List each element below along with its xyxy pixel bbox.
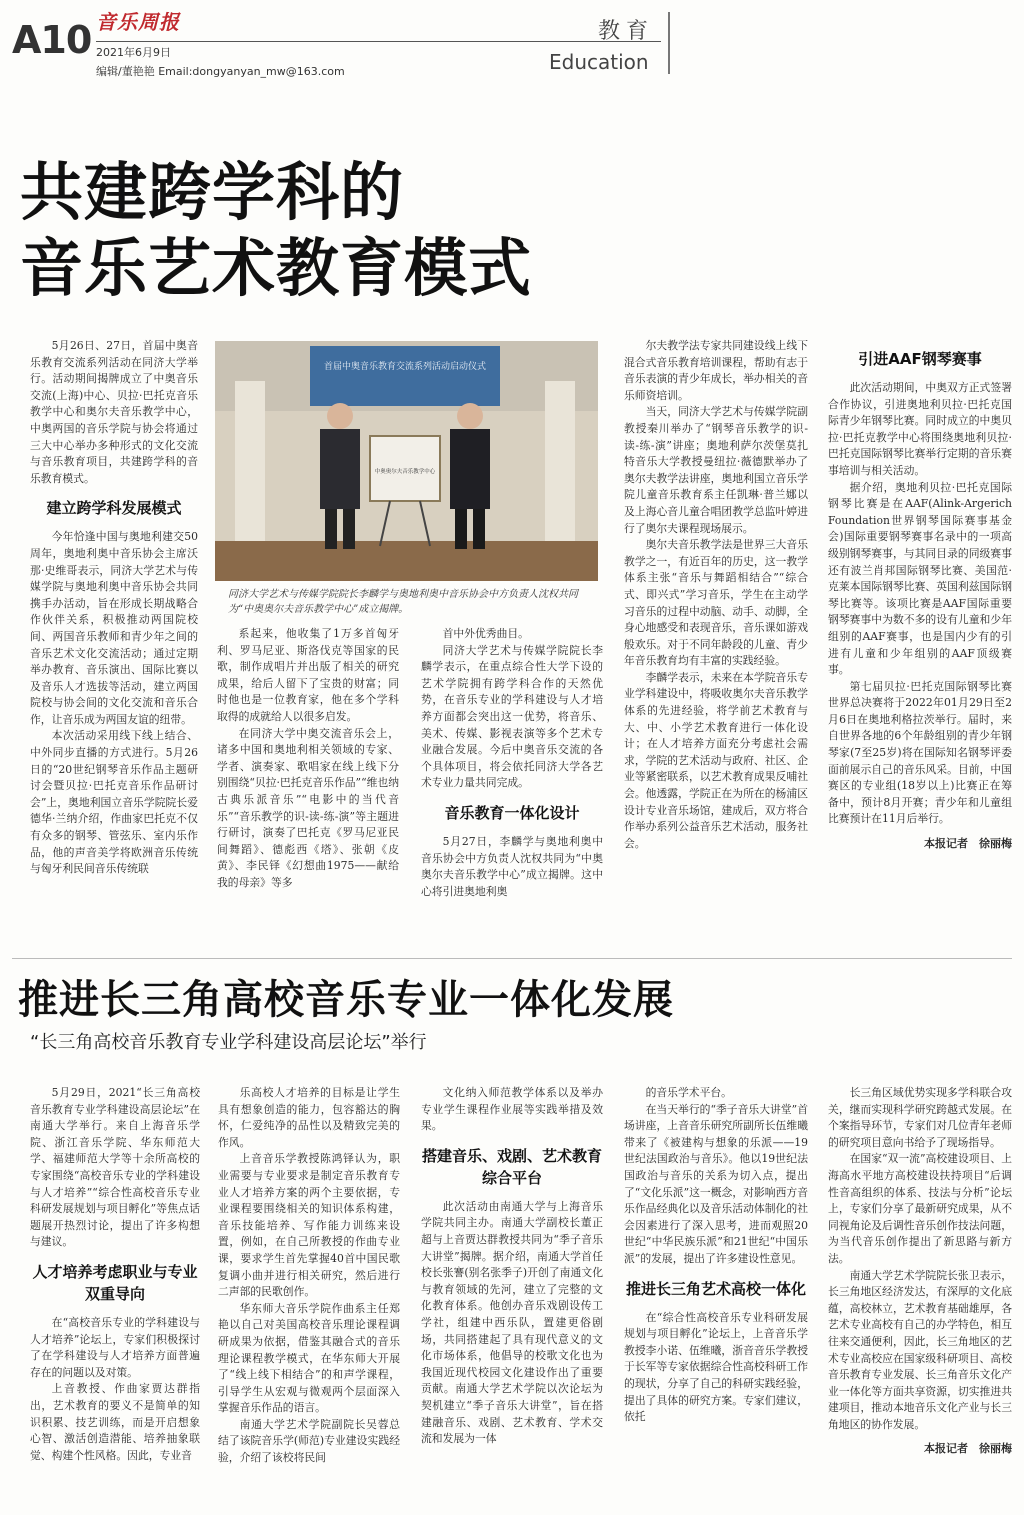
page-number: A10 xyxy=(12,18,92,62)
article1-column-3 xyxy=(421,626,603,950)
header-rule xyxy=(96,41,661,42)
section-title-zh: 教育 xyxy=(598,19,655,44)
subheading: 推进长三角艺术高校一体化 xyxy=(625,1279,806,1298)
masthead-logo: 音乐周报 xyxy=(96,10,180,34)
paragraph: 在国家“双一流”高校建设项目、上海高水平地方高校建设扶持项目“后调性音高组织的体系、技法与分析”论坛上，专家们分享了最新研究成果，从不同视角论及后调性音乐创作技法问题，为当代音乐创作提出了新思路与新方法。 xyxy=(828,1152,1012,1265)
subheading: 音乐教育一体化设计 xyxy=(444,803,580,822)
paragraph: 南通大学艺术学院院长张卫表示，长三角地区经济发达，有深厚的文化底蕴，高校林立，艺术教育基础雄厚，各艺术专业高校有自己的办学特色，相互往来交通便利，因此，长三角地区的艺术专业高校应在国家级科研项目、高校音乐教育专业发展、长三角音乐文化产业一体化等方面共享资源，切实推进共建项目，推动本地音乐文化产业与长三角地区的协作发展。 xyxy=(828,1268,1012,1431)
article2-subheadline: “长三角高校音乐教育专业学科建设高层论坛”举行 xyxy=(30,1032,427,1053)
banner-text: 首届中奥音乐教育交流系列活动启动仪式 xyxy=(323,362,487,372)
paragraph: 上音教授、作曲家贾达群指出，艺术教育的要义不是简单的知识积累、技艺训练，而是开启想象心智、激活创造潜能、培养抽象联觉、构建个性风格。因此，专业音 xyxy=(30,1382,200,1462)
paragraph: 乐高校人才培养的目标是让学生具有想象创造的能力，包容豁达的胸怀，仁爱纯净的品性以及精致完美的作风。 xyxy=(218,1086,400,1149)
paragraph: 5月29日，2021“长三角高校音乐教育专业学科建设高层论坛”在南通大学举行。来自上海音乐学院、浙江音乐学院、华东师范大学、福建师范大学等十余所高校的专家围绕“高校音乐专业的学科建设与人才培养”“综合性高校音乐专业科研发展规划与项目孵化”等焦点话题展开热烈讨论，提出了许多构想与建议。 xyxy=(30,1086,200,1249)
article1-headline-line2: 音乐艺术教育模式 xyxy=(20,232,532,305)
paragraph: 今年恰逢中国与奥地利建交50周年，奥地利奥中音乐协会主席沃那·史维哥表示，同济大学艺术与传媒学院与奥地利奥中音乐协会共同携手办活动，旨在形成长期战略合作伙伴关系，积极推动两国院校间、两国音乐教师和青少年之间的音乐艺术文化交流活动；通过定期举办教育、音乐演出、国际比赛以及音乐人才选拔等活动，建立两国院校与协会间的文化交流和音乐合作，让音乐成为两国友谊的纽带。 xyxy=(30,530,198,726)
paragraph: 华东师大音乐学院作曲系主任郑艳以自己对美国高校音乐理论课程调研成果为依据，借鉴其融合式的音乐理论课程教学模式，在华东师大开展了“线上线下相结合”的和声学课程，引导学生从宏观与微观两个层面深入掌握音乐作品的语言。 xyxy=(218,1301,400,1415)
article2-column-5 xyxy=(828,1085,1012,1510)
editor-line: 编辑/董艳艳 Email:dongyanyan_mw@163.com xyxy=(96,65,345,78)
article1-column-4 xyxy=(624,338,808,950)
article2-column-1 xyxy=(30,1085,200,1510)
paragraph: 在同济大学中奥交流音乐会上，诸多中国和奥地利相关领域的专家、学者、演奏家、歌唱家在线上线下分别围绕“贝拉·巴托克音乐作品”“维也纳古典乐派音乐”“电影中的当代音乐”“音乐教学的识-读-练-演”等主题进行研讨，演奏了巴托克《罗马尼亚民间舞蹈》、德彪西《塔》、张朝《皮黄》、李民铎《幻想曲1975——献给我的母亲》等多 xyxy=(217,726,399,889)
paragraph: 此次活动由南通大学与上海音乐学院共同主办。南通大学副校长董正超与上音贾达群教授共同为“季子音乐大讲堂”揭牌。据介绍，南通大学首任校长张謇(别名张季子)开创了南通文化与教育领域的先河，建立了完整的文化教育体系。他创办音乐戏剧设传工学社，组建中西乐队，置建更俗剧场，共同搭建起了具有现代意义的文化市场体系，他倡导的校歌文化也为我国近现代校园文化建设作出了重要贡献。南通大学艺术学院以次论坛为契机建立“季子音乐大讲堂”，旨在搭建融音乐、戏剧、艺术教育、学术交流和发展为一体 xyxy=(421,1199,603,1446)
paragraph: 当天，同济大学艺术与传媒学院副教授秦川举办了“钢琴音乐教学的识-读-练-演”讲座；奥地利萨尔茨堡莫扎特音乐大学教授曼纽拉·薇德默举办了奥尔夫教学法讲座，奥地利国立音乐学院儿童音乐教育系主任凯琳·普兰娜以及上海心音儿童合唱团教学总监叶婷进行了奥尔夫课程现场展示。 xyxy=(624,405,808,535)
paragraph: 在“综合性高校音乐专业科研发展规划与项目孵化”论坛上，上音音乐学教授李小诺、伍维曦，浙音音乐学教授于长军等专家依据综合性高校科研工作的现状，分享了自己的科研实践经验，提出了具体的研究方案。专家们建议，依托 xyxy=(624,1310,808,1424)
issue-date: 2021年6月9日 xyxy=(96,46,171,59)
paragraph: 本次活动采用线下线上结合、中外同步直播的方式进行。5月26日的“20世纪钢琴音乐作品主题研讨会暨贝拉·巴托克音乐作品研讨会”上，奥地利国立音乐学院院长爱德华·兰纳介绍，作曲家巴托克不仅有众多的钢琴、管弦乐、室内乐作品，他的声音美学将欧洲音乐传统与匈牙利民间音乐传统联 xyxy=(30,729,198,876)
article2-column-2 xyxy=(218,1085,400,1510)
plaque-text: 中奥奥尔夫音乐教学中心 xyxy=(374,469,436,475)
section-title-en: Education xyxy=(549,50,649,74)
paragraph: 此次活动期间，中奥双方正式签署合作协议，引进奥地利贝拉·巴托克国际青少年钢琴比赛。同时成立的中奥贝拉·巴托克教学中心将围绕奥地利贝拉·巴托克国际钢琴比赛举行定期的音乐赛事培训与相关活动。 xyxy=(828,381,1012,477)
paragraph: 首中外优秀曲目。 xyxy=(442,627,529,640)
paragraph: 奥尔夫音乐教学法是世界三大音乐教学之一，有近百年的历史，这一教学体系主张“音乐与舞蹈相结合”“综合式、即兴式”学习音乐，学生在主动学习音乐的过程中动脑、动手、动脚，全身心地感受和表现音乐，音乐课如游戏般欢乐。对于不同年龄段的儿童、青少年音乐教育均有丰富的实践经验。 xyxy=(624,538,808,668)
article1-column-5 xyxy=(828,338,1012,950)
paragraph: 的音乐学术平台。 xyxy=(645,1086,732,1099)
paragraph: 5月26日、27日，首届中奥音乐教育交流系列活动在同济大学举行。活动期间揭牌成立了中奥音乐交流(上海)中心、贝拉·巴托克音乐教学中心和奥尔夫音乐教学中心，中奥两国的音乐学院与协会将通过三大中心举办多种形式的文化交流与音乐教育项目，共建跨学科的音乐教育模式。 xyxy=(30,339,198,485)
paragraph: 5月27日，李麟学与奥地利奥中音乐协会中方负责人沈权共同为“中奥奥尔夫音乐教学中心”成立揭牌。这中心将引进奥地利奥 xyxy=(421,834,603,898)
subheading: 人才培养考虑职业与专业双重导向 xyxy=(32,1262,198,1303)
paragraph: 系起来，他收集了1万多首匈牙利、罗马尼亚、斯洛伐克等国家的民歌，制作成唱片并出版了相关的研究成果，给后人留下了宝贵的财富；同时他也是一位教育家，他在多个学科取得的成就给人以很多启发。 xyxy=(217,627,399,723)
paragraph: 文化纳入师范教学体系以及举办专业学生课程作业展等实践举措及效果。 xyxy=(421,1086,603,1133)
article2-column-3 xyxy=(421,1085,603,1510)
subheading: 引进AAF钢琴赛事 xyxy=(858,350,982,368)
article1-headline-line1: 共建跨学科的 xyxy=(20,156,404,229)
header-divider xyxy=(668,12,670,74)
byline: 本报记者 徐丽梅 xyxy=(924,837,1012,851)
subheading: 搭建音乐、戏剧、艺术教育综合平台 xyxy=(421,1146,602,1187)
paragraph: 南通大学艺术学院副院长吴蓉总结了该院音乐学(师范)专业建设实践经验，介绍了该校将民间 xyxy=(218,1417,400,1465)
subheading: 建立跨学科发展模式 xyxy=(46,499,182,518)
article2-headline: 推进长三角高校音乐专业一体化发展 xyxy=(18,977,674,1023)
article2-column-4 xyxy=(624,1085,808,1510)
paragraph: 同济大学艺术与传媒学院院长李麟学表示，在重点综合性大学下设的艺术学院拥有跨学科合作的天然优势，在音乐专业的学科建设与人才培养方面都会突出这一优势，将音乐、美术、传媒、影视表演等多个艺术专业融合发展。今后中奥音乐交流的各个具体项目，将会依托同济大学各艺术专业力量共同完成。 xyxy=(421,643,603,790)
paragraph: 在当天举行的“季子音乐大讲堂”首场讲座，上音音乐研究所副所长伍维曦带来了《被建构与想象的乐派——19世纪法国政治与音乐》。他以19世纪法国政治与音乐的关系为切入点，提出了“文化乐派”这一概念，对影响西方音乐作品经典化以及音乐活动体制化的社会因素进行了深入思考，进而观照20世纪“中华民族乐派”和21世纪“中国乐派”的发展，提出了许多建设性意见。 xyxy=(624,1102,808,1265)
paragraph: 长三角区域优势实现多学科联合攻关，继而实现科学研究跨越式发展。在个案指导环节，专家们对几位青年老师的研究项目意向书给予了现场指导。 xyxy=(828,1086,1012,1149)
photo-caption: 同济大学艺术与传媒学院院长李麟学与奥地利奥中音乐协会中方负责人沈权共同为“中奥奥尔夫音乐教学中心”成立揭牌。 xyxy=(228,589,578,615)
event-photo xyxy=(215,341,598,581)
byline: 本报记者 徐丽梅 xyxy=(924,1442,1012,1456)
paragraph: 据介绍，奥地利贝拉·巴托克国际钢琴比赛是在AAF(Alink-Argerich Foundation世界钢琴国际赛事基金会)国际重要钢琴赛事名录中的一项高级别钢琴赛事，与其同目录的同级赛事还有波兰肖邦国际钢琴比赛、美国范·克莱本国际钢琴比赛、英国利兹国际钢琴比赛等。该项比赛是AAF国际重要钢琴赛事中为数不多的设有儿童和少年组别的AAF赛事，也是国内少有的引进有儿童和少年组别的AAF顶级赛事。 xyxy=(828,480,1012,677)
paragraph: 第七届贝拉·巴托克国际钢琴比赛世界总决赛将于2022年01月29日至2月6日在奥地利格拉茨举行。届时，来自世界各地的6个年龄组别的青少年钢琴家(7至25岁)将在国际知名钢琴评委面前展示自己的音乐风采。目前，中国赛区的专业组(18岁以上)比赛正在筹备中，预计8月开赛；青少年和儿童组比赛预计在11月后举行。 xyxy=(828,679,1012,826)
paragraph: 尔夫教学法专家共同建设线上线下混合式音乐教育培训课程，帮助有志于音乐表演的青少年成长，举办相关的音乐师资培训。 xyxy=(624,339,808,402)
paragraph: 在“高校音乐专业的学科建设与人才培养”论坛上，专家们积极探讨了在学科建设与人才培养方面普遍存在的问题以及对策。 xyxy=(30,1315,200,1379)
article1-column-2 xyxy=(217,626,399,950)
article1-column-1 xyxy=(30,338,198,950)
paragraph: 李麟学表示，未来在本学院音乐专业学科建设中，将吸收奥尔夫音乐教学体系的先进经验，将学前艺术教育与大、中、小学艺术教育进行一体化设计；在人才培养方面充分考虑社会需求，学院的艺术活动与政府、社区、企业等紧密联系，以艺术教育成果反哺社会。他透露，学院正在为所在的杨浦区设计专业音乐场馆，建成后，双方将合作举办系列公益音乐艺术活动，服务社会。 xyxy=(624,670,808,850)
article-divider xyxy=(12,958,1012,959)
paragraph: 上音音乐学教授陈鸿铎认为，职业需要与专业要求是制定音乐教育专业人才培养方案的两个主要依据，专业课程要围绕相关的知识体系构建，音乐技能培养、写作能力训练来设置，例如，在自己所教授的作曲专业课，要求学生首先掌握40首中国民歌复调小曲并进行相关研究，然后进行二声部的民歌创作。 xyxy=(218,1152,400,1299)
